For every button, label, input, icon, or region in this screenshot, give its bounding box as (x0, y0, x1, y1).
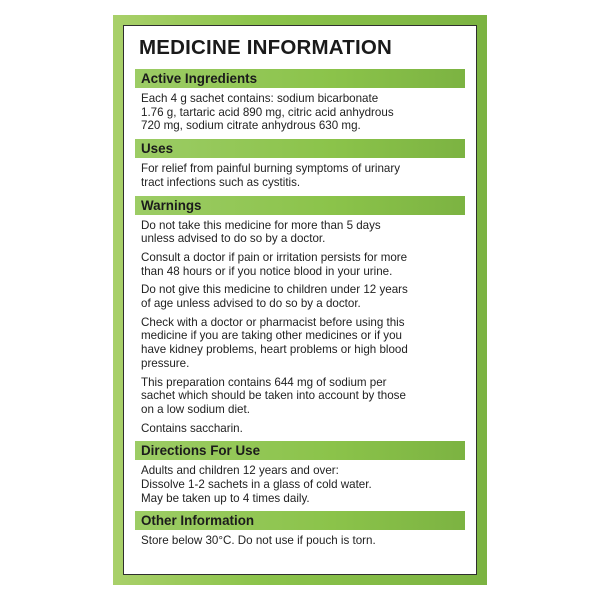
other-information-text (141, 534, 459, 548)
section-heading-directions: Directions For Use (135, 441, 465, 460)
text-line: Do not give this medicine to children under 12 years (141, 283, 408, 297)
warning-paragraph (141, 219, 459, 246)
text-line: May be taken up to 4 times daily. (141, 491, 310, 505)
section-heading-active-ingredients: Active Ingredients (135, 69, 465, 88)
text-line: on a low sodium diet. (141, 402, 250, 416)
text-line: unless advised to do so by a doctor. (141, 232, 326, 246)
text-line: Store below 30°C. Do not use if pouch is torn. (141, 534, 376, 548)
text-line: 1.76 g, tartaric acid 890 mg, citric acid anhydrous (141, 105, 394, 119)
text-line: Check with a doctor or pharmacist before using this (141, 315, 405, 329)
warning-paragraph (141, 283, 459, 310)
text-line: Consult a doctor if pain or irritation persists for more (141, 250, 408, 264)
section-heading-other-information: Other Information (135, 511, 465, 530)
text-line: This preparation contains 644 mg of sodium per (141, 375, 387, 389)
warning-paragraph (141, 376, 459, 417)
warning-paragraph (141, 251, 459, 278)
uses-text (141, 162, 459, 189)
section-heading-uses: Uses (135, 139, 465, 158)
directions-text (141, 464, 459, 505)
text-line: than 48 hours or if you notice blood in your urine. (141, 264, 393, 278)
text-line: of age unless advised to do so by a doctor. (141, 297, 361, 311)
warning-paragraph (141, 422, 459, 436)
text-line: Do not take this medicine for more than 5 days (141, 218, 381, 232)
medicine-information-panel (123, 25, 477, 575)
medicine-box-back (113, 15, 487, 585)
text-line: Each 4 g sachet contains: sodium bicarbonate (141, 92, 379, 105)
text-line: Contains saccharin. (141, 421, 243, 435)
text-line: sachet which should be taken into account by those (141, 389, 406, 403)
text-line: have kidney problems, heart problems or high blood (141, 343, 408, 357)
text-line: For relief from painful burning symptoms of urinary (141, 162, 401, 176)
text-line: Adults and children 12 years and over: (141, 464, 339, 478)
active-ingredients-text (141, 92, 459, 133)
section-heading-warnings: Warnings (135, 196, 465, 215)
text-line: pressure. (141, 356, 190, 370)
text-line: medicine if you are taking other medicines or if you (141, 329, 402, 343)
text-line: 720 mg, sodium citrate anhydrous 630 mg. (141, 119, 361, 133)
text-line: tract infections such as cystitis. (141, 175, 301, 189)
page-title: MEDICINE INFORMATION (139, 36, 393, 59)
warning-paragraph (141, 316, 459, 371)
text-line: Dissolve 1-2 sachets in a glass of cold water. (141, 478, 372, 492)
